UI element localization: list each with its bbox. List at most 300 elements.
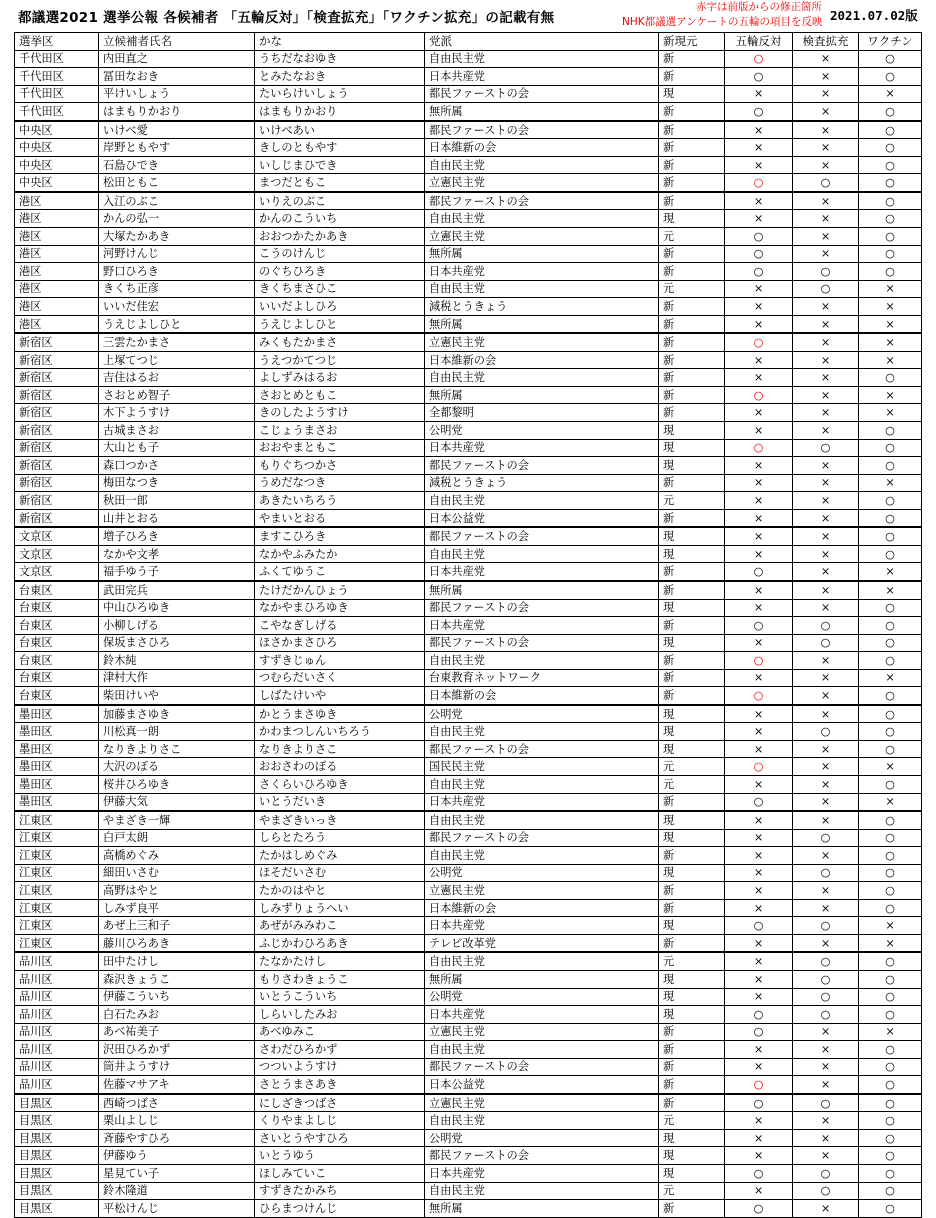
table-row — [15, 970, 922, 988]
district-cell: 新宿区 — [15, 351, 99, 369]
olympics-opposition-cell: × — [725, 847, 793, 865]
kana-cell: いけべあい — [255, 121, 425, 139]
olympics-opposition-cell: ○ — [725, 439, 793, 457]
table-row — [15, 723, 922, 741]
candidate-name-cell: 松田ともこ — [99, 174, 255, 192]
table-row — [15, 245, 922, 263]
vaccine-cell: ○ — [859, 899, 922, 917]
olympics-opposition-cell: × — [725, 474, 793, 492]
testing-expansion-cell: ○ — [793, 864, 859, 882]
candidate-name-cell: はまもりかおり — [99, 103, 255, 121]
party-cell: 日本公益党 — [425, 509, 659, 527]
district-cell: 新宿区 — [15, 457, 99, 475]
status-cell: 元 — [659, 952, 725, 970]
district-cell: 港区 — [15, 228, 99, 246]
table-row — [15, 1006, 922, 1024]
olympics-opposition-cell: × — [725, 829, 793, 847]
table-row — [15, 1129, 922, 1147]
table-row — [15, 103, 922, 121]
status-cell: 現 — [659, 970, 725, 988]
district-cell: 新宿区 — [15, 439, 99, 457]
olympics-opposition-cell: ○ — [725, 386, 793, 404]
status-cell: 新 — [659, 581, 725, 599]
party-cell: 無所属 — [425, 386, 659, 404]
testing-expansion-cell: ○ — [793, 263, 859, 281]
olympics-opposition-cell: × — [725, 280, 793, 298]
olympics-opposition-cell: ○ — [725, 263, 793, 281]
testing-expansion-cell: × — [793, 669, 859, 687]
kana-cell: おおさわのぼる — [255, 758, 425, 776]
status-cell: 元 — [659, 228, 725, 246]
testing-expansion-cell: × — [793, 811, 859, 829]
testing-expansion-cell: × — [793, 934, 859, 952]
table-row — [15, 581, 922, 599]
district-cell: 墨田区 — [15, 793, 99, 811]
status-cell: 現 — [659, 457, 725, 475]
status-cell: 現 — [659, 1129, 725, 1147]
olympics-opposition-cell: × — [725, 422, 793, 440]
olympics-opposition-cell: × — [725, 1112, 793, 1130]
table-row — [15, 174, 922, 192]
party-cell: 都民ファーストの会 — [425, 85, 659, 103]
kana-cell: もりさわきょうこ — [255, 970, 425, 988]
vaccine-cell: ○ — [859, 422, 922, 440]
candidate-name-cell: 入江のぶこ — [99, 192, 255, 210]
status-cell: 新 — [659, 139, 725, 157]
olympics-opposition-cell: × — [725, 509, 793, 527]
party-cell: 日本維新の会 — [425, 899, 659, 917]
status-cell: 新 — [659, 509, 725, 527]
testing-expansion-cell: × — [793, 245, 859, 263]
party-cell: 自由民主党 — [425, 210, 659, 228]
table-row — [15, 705, 922, 723]
olympics-opposition-cell: × — [725, 315, 793, 333]
kana-cell: あぜがみみわこ — [255, 917, 425, 935]
olympics-opposition-cell: × — [725, 775, 793, 793]
party-cell: 自由民主党 — [425, 775, 659, 793]
candidate-name-cell: 川松真一朗 — [99, 723, 255, 741]
district-cell: 新宿区 — [15, 422, 99, 440]
district-cell: 港区 — [15, 245, 99, 263]
status-cell: 新 — [659, 50, 725, 68]
testing-expansion-cell: × — [793, 1147, 859, 1165]
olympics-opposition-cell: × — [725, 1041, 793, 1059]
candidate-name-cell: 野口ひろき — [99, 263, 255, 281]
status-cell: 新 — [659, 687, 725, 705]
testing-expansion-cell: ○ — [793, 952, 859, 970]
table-row — [15, 139, 922, 157]
status-cell: 新 — [659, 386, 725, 404]
vaccine-cell: ○ — [859, 687, 922, 705]
candidate-name-cell: 吉住はるお — [99, 369, 255, 387]
district-cell: 江東区 — [15, 811, 99, 829]
testing-expansion-cell: ○ — [793, 1182, 859, 1200]
kana-cell: ふじかわひろあき — [255, 934, 425, 952]
district-cell: 千代田区 — [15, 50, 99, 68]
table-row — [15, 899, 922, 917]
olympics-opposition-cell: × — [725, 404, 793, 422]
kana-cell: さとうまさあき — [255, 1076, 425, 1094]
testing-expansion-cell: ○ — [793, 1094, 859, 1112]
olympics-opposition-cell: × — [725, 85, 793, 103]
kana-cell: いりえのぶこ — [255, 192, 425, 210]
status-cell: 新 — [659, 298, 725, 316]
olympics-opposition-cell: ○ — [725, 687, 793, 705]
party-cell: 自由民主党 — [425, 545, 659, 563]
party-cell: 自由民主党 — [425, 847, 659, 865]
district-cell: 港区 — [15, 315, 99, 333]
table-row — [15, 85, 922, 103]
table-row — [15, 652, 922, 670]
table-row — [15, 68, 922, 86]
table-row — [15, 192, 922, 210]
status-cell: 新 — [659, 351, 725, 369]
table-row — [15, 1094, 922, 1112]
testing-expansion-cell: × — [793, 652, 859, 670]
candidate-name-cell: 三雲たかまさ — [99, 333, 255, 351]
district-cell: 新宿区 — [15, 369, 99, 387]
olympics-opposition-cell: ○ — [725, 174, 793, 192]
candidate-name-cell: 栗山よしじ — [99, 1112, 255, 1130]
kana-cell: おおつかたかあき — [255, 228, 425, 246]
candidate-name-cell: 伊藤大気 — [99, 793, 255, 811]
olympics-opposition-cell: × — [725, 298, 793, 316]
testing-expansion-cell: × — [793, 474, 859, 492]
testing-expansion-cell: × — [793, 156, 859, 174]
party-cell: 都民ファーストの会 — [425, 829, 659, 847]
district-cell: 目黒区 — [15, 1165, 99, 1183]
candidate-name-cell: 岸野ともやす — [99, 139, 255, 157]
candidate-name-cell: うえじよしひと — [99, 315, 255, 333]
vaccine-cell: ○ — [859, 156, 922, 174]
olympics-opposition-cell: × — [725, 634, 793, 652]
kana-cell: うめだなつき — [255, 474, 425, 492]
olympics-opposition-cell: ○ — [725, 68, 793, 86]
testing-expansion-cell: × — [793, 509, 859, 527]
table-row — [15, 315, 922, 333]
testing-expansion-cell: × — [793, 1058, 859, 1076]
vaccine-cell: ○ — [859, 192, 922, 210]
olympics-opposition-cell: × — [725, 723, 793, 741]
district-cell: 江東区 — [15, 864, 99, 882]
status-cell: 現 — [659, 811, 725, 829]
olympics-opposition-cell: ○ — [725, 245, 793, 263]
testing-expansion-cell: ○ — [793, 970, 859, 988]
olympics-opposition-cell: × — [725, 669, 793, 687]
vaccine-cell: ○ — [859, 121, 922, 139]
column-header: 選挙区 — [15, 33, 99, 51]
status-cell: 元 — [659, 758, 725, 776]
party-cell: 公明党 — [425, 988, 659, 1006]
party-cell: 都民ファーストの会 — [425, 1058, 659, 1076]
vaccine-cell: ○ — [859, 1112, 922, 1130]
table-row — [15, 156, 922, 174]
district-cell: 目黒区 — [15, 1200, 99, 1218]
status-cell: 新 — [659, 847, 725, 865]
party-cell: 日本共産党 — [425, 917, 659, 935]
testing-expansion-cell: × — [793, 298, 859, 316]
vaccine-cell: ○ — [859, 1129, 922, 1147]
olympics-opposition-cell: × — [725, 952, 793, 970]
district-cell: 墨田区 — [15, 705, 99, 723]
district-cell: 墨田区 — [15, 740, 99, 758]
testing-expansion-cell: × — [793, 457, 859, 475]
testing-expansion-cell: × — [793, 882, 859, 900]
party-cell: 全都黎明 — [425, 404, 659, 422]
party-cell: 日本共産党 — [425, 439, 659, 457]
district-cell: 目黒区 — [15, 1094, 99, 1112]
candidate-name-cell: 柴田けいや — [99, 687, 255, 705]
testing-expansion-cell: × — [793, 333, 859, 351]
candidate-name-cell: 平松けんじ — [99, 1200, 255, 1218]
district-cell: 中央区 — [15, 174, 99, 192]
party-cell: 無所属 — [425, 581, 659, 599]
kana-cell: きくちまさひこ — [255, 280, 425, 298]
testing-expansion-cell: × — [793, 899, 859, 917]
testing-expansion-cell: × — [793, 1200, 859, 1218]
candidate-name-cell: 梅田なつき — [99, 474, 255, 492]
district-cell: 港区 — [15, 192, 99, 210]
testing-expansion-cell: ○ — [793, 988, 859, 1006]
status-cell: 現 — [659, 634, 725, 652]
candidate-name-cell: 大沢のぼる — [99, 758, 255, 776]
vaccine-cell: ○ — [859, 1058, 922, 1076]
kana-cell: ますこひろき — [255, 527, 425, 545]
vaccine-cell: × — [859, 298, 922, 316]
kana-cell: うちだなおゆき — [255, 50, 425, 68]
table-row — [15, 917, 922, 935]
vaccine-cell: × — [859, 917, 922, 935]
status-cell: 新 — [659, 121, 725, 139]
candidate-name-cell: 武田完兵 — [99, 581, 255, 599]
kana-cell: たなかたけし — [255, 952, 425, 970]
candidate-name-cell: いいだ佳宏 — [99, 298, 255, 316]
vaccine-cell: ○ — [859, 245, 922, 263]
party-cell: 日本維新の会 — [425, 687, 659, 705]
kana-cell: ほしみていこ — [255, 1165, 425, 1183]
candidate-name-cell: 古城まさお — [99, 422, 255, 440]
olympics-opposition-cell: × — [725, 156, 793, 174]
candidate-name-cell: 福手ゆう子 — [99, 563, 255, 581]
party-cell: 都民ファーストの会 — [425, 634, 659, 652]
testing-expansion-cell: × — [793, 139, 859, 157]
kana-cell: ひらまつけんじ — [255, 1200, 425, 1218]
district-cell: 江東区 — [15, 882, 99, 900]
testing-expansion-cell: × — [793, 315, 859, 333]
candidate-name-cell: 石島ひでき — [99, 156, 255, 174]
kana-cell: こうのけんじ — [255, 245, 425, 263]
party-cell: 自由民主党 — [425, 1112, 659, 1130]
vaccine-cell: × — [859, 581, 922, 599]
vaccine-cell: ○ — [859, 139, 922, 157]
vaccine-cell: × — [859, 758, 922, 776]
kana-cell: なりきよりさこ — [255, 740, 425, 758]
testing-expansion-cell: × — [793, 793, 859, 811]
status-cell: 新 — [659, 652, 725, 670]
party-cell: 立憲民主党 — [425, 333, 659, 351]
party-cell: 立憲民主党 — [425, 174, 659, 192]
vaccine-cell: ○ — [859, 369, 922, 387]
kana-cell: あべゆみこ — [255, 1023, 425, 1041]
district-cell: 台東区 — [15, 687, 99, 705]
party-cell: 日本共産党 — [425, 263, 659, 281]
status-cell: 新 — [659, 1023, 725, 1041]
table-row — [15, 847, 922, 865]
testing-expansion-cell: × — [793, 705, 859, 723]
status-cell: 現 — [659, 864, 725, 882]
candidate-name-cell: 桜井ひろゆき — [99, 775, 255, 793]
vaccine-cell: × — [859, 386, 922, 404]
kana-cell: にしざきつばさ — [255, 1094, 425, 1112]
status-cell: 現 — [659, 527, 725, 545]
status-cell: 現 — [659, 422, 725, 440]
testing-expansion-cell: ○ — [793, 174, 859, 192]
testing-expansion-cell: × — [793, 599, 859, 617]
status-cell: 新 — [659, 617, 725, 635]
status-cell: 新 — [659, 899, 725, 917]
vaccine-cell: ○ — [859, 509, 922, 527]
candidate-name-cell: なかや文孝 — [99, 545, 255, 563]
party-cell: 立憲民主党 — [425, 228, 659, 246]
candidate-name-cell: 増子ひろき — [99, 527, 255, 545]
status-cell: 現 — [659, 1006, 725, 1024]
candidate-name-cell: 河野けんじ — [99, 245, 255, 263]
candidate-name-cell: 斉藤やすひろ — [99, 1129, 255, 1147]
district-cell: 新宿区 — [15, 474, 99, 492]
table-row — [15, 952, 922, 970]
testing-expansion-cell: ○ — [793, 617, 859, 635]
district-cell: 品川区 — [15, 1041, 99, 1059]
party-cell: 日本共産党 — [425, 617, 659, 635]
status-cell: 現 — [659, 740, 725, 758]
status-cell: 元 — [659, 775, 725, 793]
party-cell: 自由民主党 — [425, 1182, 659, 1200]
olympics-opposition-cell: × — [725, 882, 793, 900]
kana-cell: まつだともこ — [255, 174, 425, 192]
vaccine-cell: ○ — [859, 829, 922, 847]
candidate-name-cell: 山井とおる — [99, 509, 255, 527]
district-cell: 新宿区 — [15, 333, 99, 351]
candidate-name-cell: 伊藤ゆう — [99, 1147, 255, 1165]
status-cell: 現 — [659, 723, 725, 741]
testing-expansion-cell: × — [793, 404, 859, 422]
testing-expansion-cell: × — [793, 351, 859, 369]
status-cell: 新 — [659, 192, 725, 210]
party-cell: 無所属 — [425, 103, 659, 121]
status-cell: 現 — [659, 599, 725, 617]
testing-expansion-cell: × — [793, 68, 859, 86]
vaccine-cell: ○ — [859, 634, 922, 652]
table-row — [15, 563, 922, 581]
status-cell: 新 — [659, 563, 725, 581]
candidate-name-cell: 秋田一郎 — [99, 492, 255, 510]
status-cell: 元 — [659, 492, 725, 510]
vaccine-cell: ○ — [859, 775, 922, 793]
kana-cell: とみたなおき — [255, 68, 425, 86]
kana-cell: さおとめともこ — [255, 386, 425, 404]
testing-expansion-cell: × — [793, 740, 859, 758]
status-cell: 新 — [659, 315, 725, 333]
party-cell: 自由民主党 — [425, 369, 659, 387]
testing-expansion-cell: × — [793, 545, 859, 563]
olympics-opposition-cell: × — [725, 581, 793, 599]
testing-expansion-cell: × — [793, 758, 859, 776]
party-cell: 日本共産党 — [425, 1165, 659, 1183]
vaccine-cell: × — [859, 280, 922, 298]
table-row — [15, 121, 922, 139]
vaccine-cell: ○ — [859, 1200, 922, 1218]
candidate-name-cell: 鈴木隆道 — [99, 1182, 255, 1200]
vaccine-cell: × — [859, 85, 922, 103]
district-cell: 新宿区 — [15, 404, 99, 422]
kana-cell: もりぐちつかさ — [255, 457, 425, 475]
district-cell: 港区 — [15, 280, 99, 298]
olympics-opposition-cell: × — [725, 988, 793, 1006]
status-cell: 新 — [659, 333, 725, 351]
party-cell: 日本維新の会 — [425, 351, 659, 369]
olympics-opposition-cell: ○ — [725, 758, 793, 776]
candidate-name-cell: 大塚たかあき — [99, 228, 255, 246]
vaccine-cell: ○ — [859, 527, 922, 545]
testing-expansion-cell: × — [793, 1023, 859, 1041]
candidate-name-cell: 上塚てつじ — [99, 351, 255, 369]
district-cell: 台東区 — [15, 669, 99, 687]
table-row — [15, 811, 922, 829]
testing-expansion-cell: × — [793, 563, 859, 581]
party-cell: 立憲民主党 — [425, 882, 659, 900]
olympics-opposition-cell: ○ — [725, 1165, 793, 1183]
party-cell: 無所属 — [425, 245, 659, 263]
kana-cell: なかやまひろゆき — [255, 599, 425, 617]
candidate-name-cell: きくち正彦 — [99, 280, 255, 298]
district-cell: 文京区 — [15, 563, 99, 581]
olympics-opposition-cell: ○ — [725, 1006, 793, 1024]
olympics-opposition-cell: × — [725, 192, 793, 210]
kana-cell: おおやまともこ — [255, 439, 425, 457]
district-cell: 品川区 — [15, 1006, 99, 1024]
party-cell: 自由民主党 — [425, 652, 659, 670]
vaccine-cell: × — [859, 315, 922, 333]
party-cell: 自由民主党 — [425, 50, 659, 68]
column-header: 検査拡充 — [793, 33, 859, 51]
status-cell: 現 — [659, 1147, 725, 1165]
olympics-opposition-cell: × — [725, 1129, 793, 1147]
table-row — [15, 687, 922, 705]
district-cell: 目黒区 — [15, 1147, 99, 1165]
party-cell: 公明党 — [425, 422, 659, 440]
table-row — [15, 599, 922, 617]
vaccine-cell: ○ — [859, 210, 922, 228]
district-cell: 千代田区 — [15, 103, 99, 121]
kana-cell: たけだかんひょう — [255, 581, 425, 599]
status-cell: 現 — [659, 210, 725, 228]
party-cell: 自由民主党 — [425, 156, 659, 174]
status-cell: 新 — [659, 156, 725, 174]
status-cell: 新 — [659, 934, 725, 952]
party-cell: 無所属 — [425, 315, 659, 333]
party-cell: 自由民主党 — [425, 811, 659, 829]
candidate-name-cell: あぜ上三和子 — [99, 917, 255, 935]
party-cell: 自由民主党 — [425, 952, 659, 970]
district-cell: 目黒区 — [15, 1129, 99, 1147]
candidate-name-cell: 筒井ようすけ — [99, 1058, 255, 1076]
status-cell: 新 — [659, 474, 725, 492]
table-row — [15, 1076, 922, 1094]
candidate-name-cell: いけべ愛 — [99, 121, 255, 139]
testing-expansion-cell: × — [793, 581, 859, 599]
testing-expansion-cell: × — [793, 847, 859, 865]
kana-cell: やまいとおる — [255, 509, 425, 527]
